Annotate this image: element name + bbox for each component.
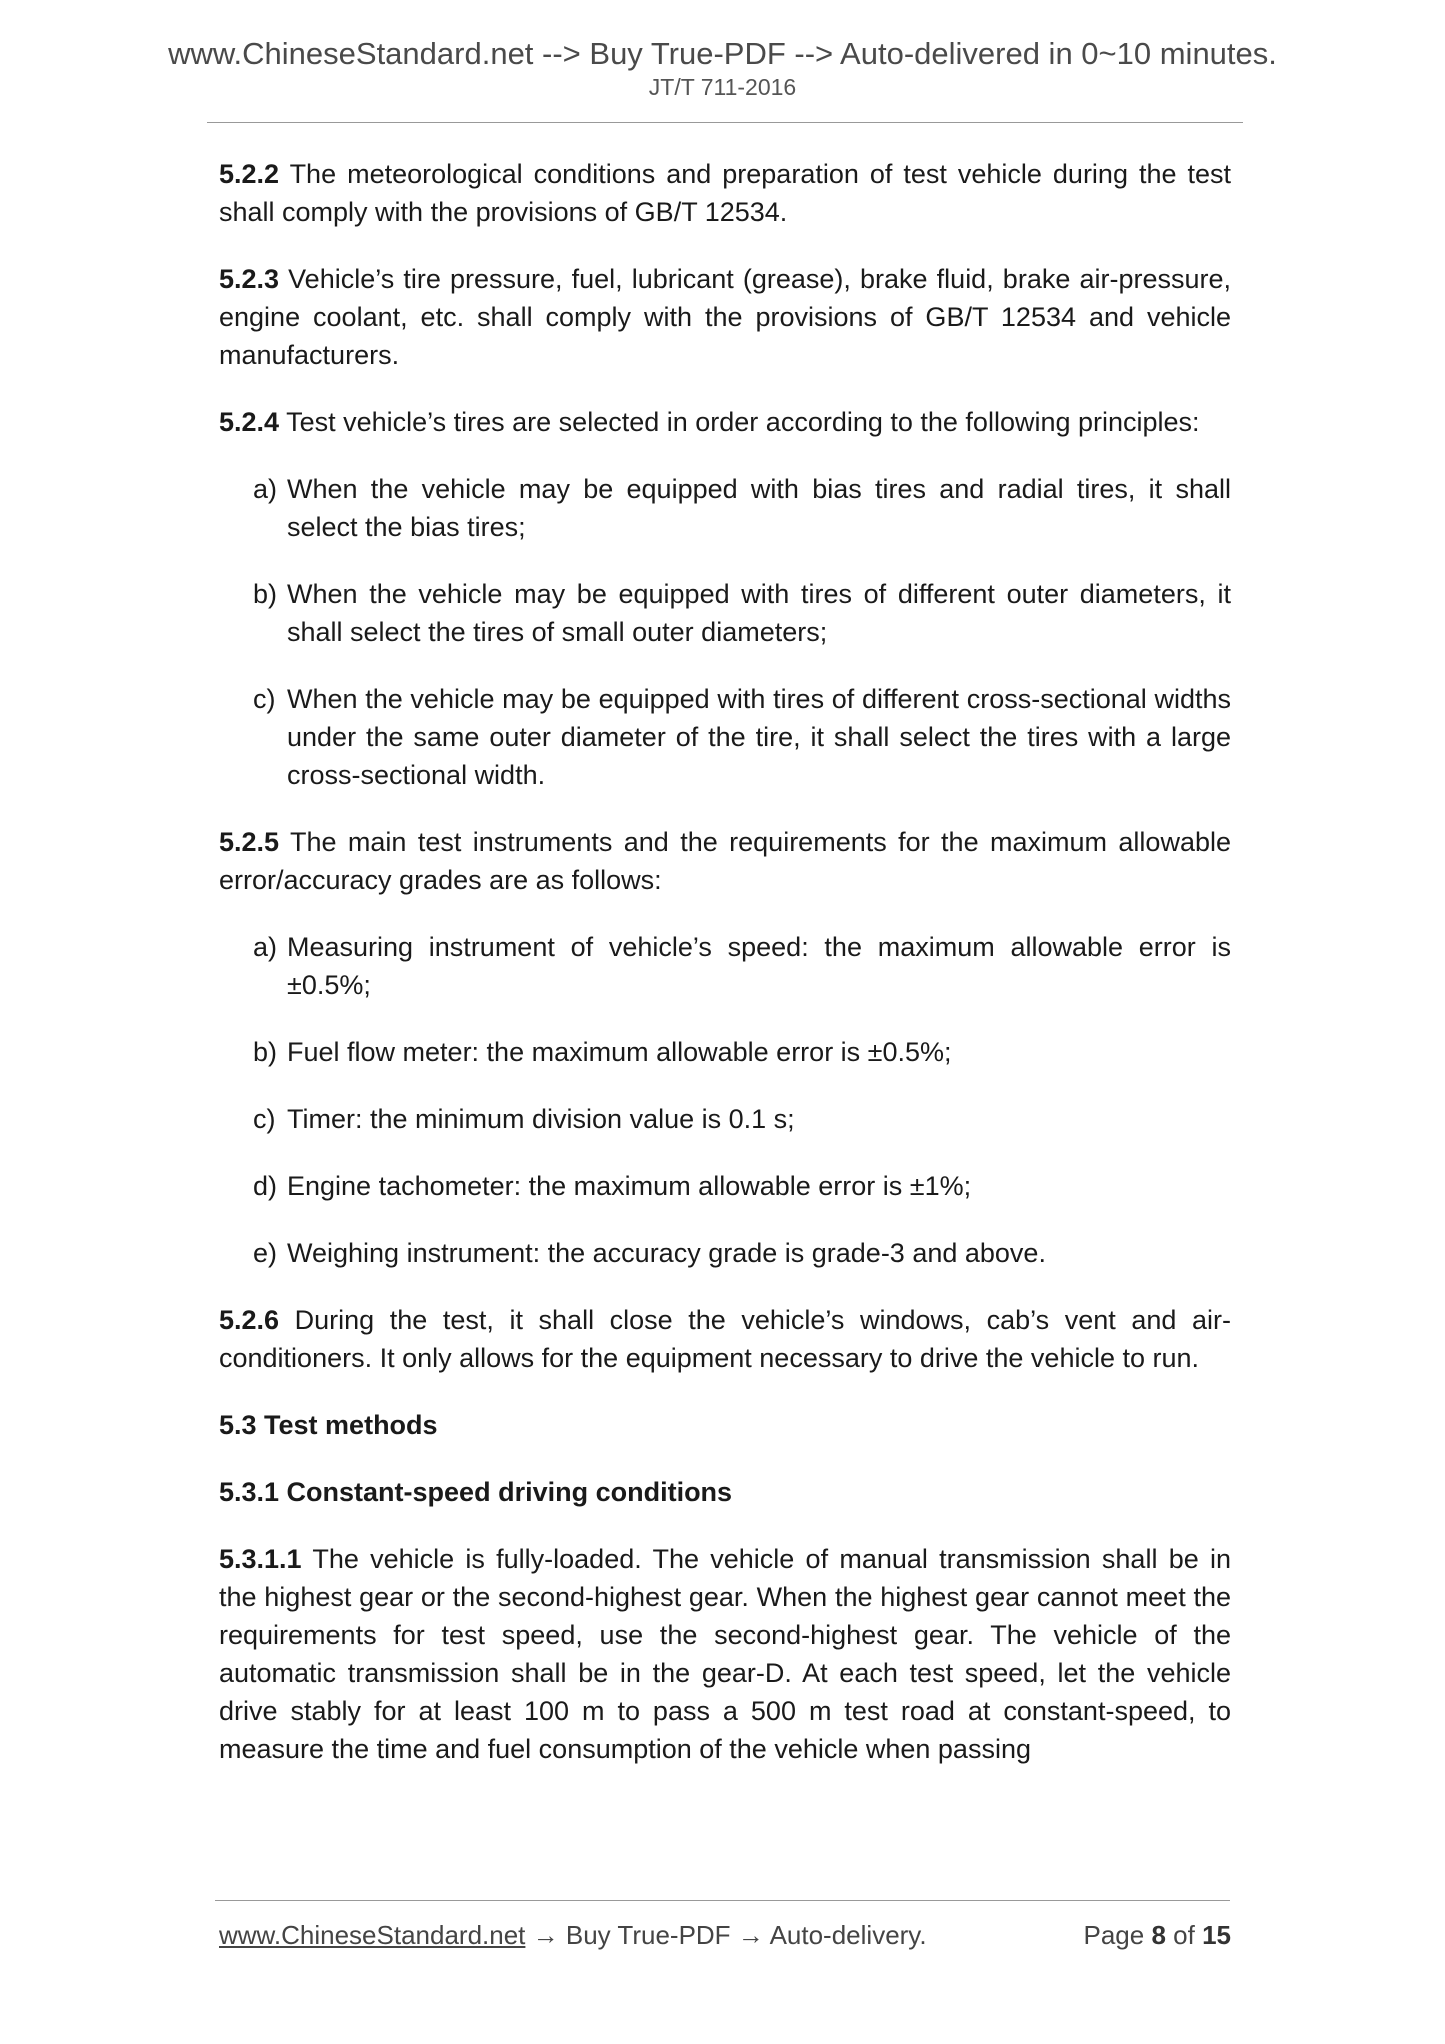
section-heading-5-3: 5.3 Test methods: [219, 1410, 438, 1440]
page-body: [219, 155, 1231, 1797]
list-label: c): [253, 1104, 276, 1134]
clause-text: Test vehicle’s tires are selected in order according to the following principles:: [279, 407, 1200, 437]
clause-number: 5.2.6: [219, 1305, 280, 1335]
page-indicator: [1083, 1922, 1231, 1948]
footer-text: → Buy True-PDF → Auto-delivery.: [525, 1920, 927, 1950]
section-heading-5-3-1: 5.3.1 Constant-speed driving conditions: [219, 1477, 733, 1507]
clause-number: 5.2.2: [219, 159, 280, 189]
list-label: b): [253, 579, 278, 609]
clause-5-2-2: [219, 155, 1231, 231]
page-footer: [219, 1922, 1231, 1948]
clause-5-3-1-1: [219, 1540, 1231, 1768]
clause-text: The meteorological conditions and preparation of test vehicle during the test shall comply with the provisions of GB/T 12534.: [219, 159, 1231, 227]
list-item: [219, 680, 1231, 794]
list-text: Measuring instrument of vehicle’s speed: the maximum allowable error is ±0.5%;: [287, 932, 1231, 1000]
clause-text: During the test, it shall close the vehicle’s windows, cab’s vent and air-conditioners. It only allows for the equipment necessary to drive the vehicle to run.: [219, 1305, 1231, 1373]
clause-number: 5.2.3: [219, 264, 280, 294]
list-text: Timer: the minimum division value is 0.1 s;: [287, 1104, 795, 1134]
list-item: [219, 928, 1231, 1004]
clause-5-2-3: [219, 260, 1231, 374]
clause-5-2-6: [219, 1301, 1231, 1377]
list-item: [219, 1234, 1231, 1272]
page-total: 15: [1202, 1920, 1231, 1950]
list-text: Weighing instrument: the accuracy grade is grade-3 and above.: [287, 1238, 1046, 1268]
list-item: [219, 575, 1231, 651]
list-label: b): [253, 1037, 278, 1067]
list-label: a): [253, 932, 278, 962]
list-item: [219, 1167, 1231, 1205]
header-divider: [207, 122, 1243, 123]
list-label: d): [253, 1171, 278, 1201]
list-label: a): [253, 474, 278, 504]
list-label: c): [253, 684, 276, 714]
list-text: Engine tachometer: the maximum allowable error is ±1%;: [287, 1171, 972, 1201]
clause-5-2-5: [219, 823, 1231, 899]
clause-number: 5.2.4: [219, 407, 280, 437]
list-text: Fuel flow meter: the maximum allowable error is ±0.5%;: [287, 1037, 952, 1067]
document-id: JT/T 711-2016: [648, 74, 797, 100]
clause-text: Vehicle’s tire pressure, fuel, lubricant (grease), brake fluid, brake air-pressure, engine coolant, etc. shall comply with the provisions of GB/T 12534 and vehicle manufacturers.: [219, 264, 1231, 370]
clause-number: 5.2.5: [219, 827, 280, 857]
clause-5-2-4: [219, 403, 1231, 441]
list-item: [219, 1100, 1231, 1138]
list-text: When the vehicle may be equipped with tires of different outer diameters, it shall select the tires of small outer diameters;: [287, 579, 1231, 647]
list-text: When the vehicle may be equipped with tires of different cross-sectional widths under the same outer diameter of the tire, it shall select the tires with a large cross-sectional width.: [287, 684, 1231, 790]
clause-number: 5.3.1.1: [219, 1544, 302, 1574]
footer-link[interactable]: www.ChineseStandard.net: [219, 1920, 526, 1950]
top-banner: www.ChineseStandard.net --> Buy True-PDF --> Auto-delivered in 0~10 minutes.: [168, 36, 1277, 71]
clause-text: The vehicle is fully-loaded. The vehicle of manual transmission shall be in the highest gear or the second-highest gear. When the highest gear cannot meet the requirements for test speed, use the second-highest gear. The vehicle of the automatic transmission shall be in the gear-D. At each test speed, let the vehicle drive stably for at least 100 m to pass a 500 m test road at constant-speed, to measure the time and fuel consumption of the vehicle when passing: [219, 1544, 1231, 1764]
of-label: of: [1173, 1920, 1195, 1950]
list-item: [219, 1033, 1231, 1071]
page-number: 8: [1151, 1920, 1166, 1950]
clause-text: The main test instruments and the requirements for the maximum allowable error/accuracy grades are as follows:: [219, 827, 1231, 895]
page-label: Page: [1083, 1920, 1145, 1950]
list-item: [219, 470, 1231, 546]
list-label: e): [253, 1238, 278, 1268]
list-text: When the vehicle may be equipped with bias tires and radial tires, it shall select the bias tires;: [287, 474, 1231, 542]
footer-divider: [215, 1900, 1230, 1901]
